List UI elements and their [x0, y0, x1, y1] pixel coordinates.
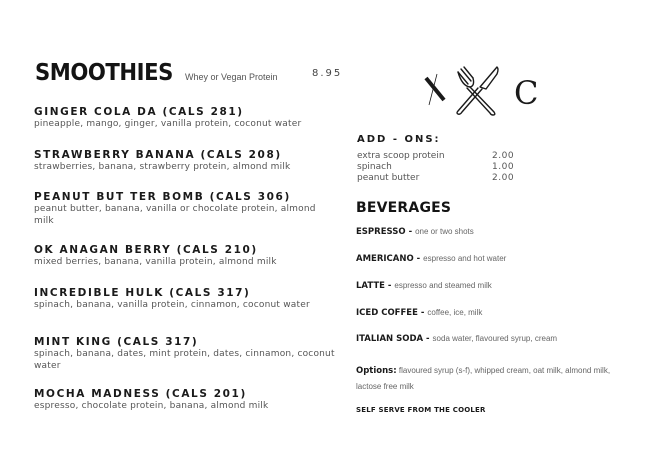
beverage-name: ICED COFFEE [356, 308, 418, 318]
smoothie-item [34, 190, 324, 227]
self-serve-note: SELF SERVE FROM THE COOLER [356, 406, 486, 414]
beverage-separator: - [413, 254, 424, 264]
smoothie-item [34, 243, 354, 269]
smoothie-desc: spinach, banana, vanilla protein, cinnamon, coconut water [34, 300, 310, 310]
beverage-separator: - [405, 227, 416, 237]
addon-price: 2.00 [492, 151, 515, 161]
logo-letter-c: C [514, 74, 539, 112]
beverage-item [356, 226, 626, 238]
smoothie-name: MOCHA MADNESS (CALS 201) [34, 388, 247, 400]
addon-row [357, 162, 522, 173]
beverage-item [356, 253, 626, 265]
smoothie-desc: mixed berries, banana, vanilla protein, almond milk [34, 257, 277, 267]
beverage-desc: espresso and steamed milk [394, 281, 492, 290]
smoothies-title: SMOOTHIES [35, 60, 173, 86]
smoothie-name: MINT KING (CALS 317) [34, 336, 199, 348]
beverage-item [356, 307, 626, 319]
beverage-separator: - [423, 334, 433, 344]
fork-icon [458, 67, 495, 115]
beverage-desc: espresso and hot water [423, 254, 507, 263]
smoothie-name: STRAWBERRY BANANA (CALS 208) [34, 149, 282, 161]
logo [418, 60, 548, 118]
beverage-separator: - [384, 281, 395, 291]
beverage-desc: coffee, ice, milk [427, 308, 483, 317]
addon-row [357, 173, 522, 184]
smoothie-item [34, 105, 354, 131]
options-text: flavoured syrup (s-f), whipped cream, oat milk, almond milk, lactose free milk [356, 366, 611, 391]
beverage-options [356, 363, 616, 395]
smoothie-desc: peanut butter, banana, vanilla or chocolate protein, almond milk [34, 204, 316, 226]
beverage-name: LATTE [356, 281, 385, 291]
smoothie-desc: espresso, chocolate protein, banana, almond milk [34, 401, 269, 411]
options-label: Options: [356, 366, 397, 376]
smoothies-price: 8.95 [312, 68, 343, 79]
addon-row [357, 151, 522, 162]
beverage-name: ITALIAN SODA [356, 334, 424, 344]
beverage-item [356, 280, 626, 292]
smoothie-item [34, 387, 354, 413]
addon-price: 2.00 [492, 173, 515, 183]
smoothie-name: OK ANAGAN BERRY (CALS 210) [34, 244, 258, 256]
smoothie-desc: strawberries, banana, strawberry protein, almond milk [34, 162, 291, 172]
smoothie-item [34, 148, 354, 174]
smoothie-desc: pineapple, mango, ginger, vanilla protein, coconut water [34, 119, 302, 129]
knife-icon [457, 67, 498, 114]
smoothie-name: PEANUT BUT TER BOMB (CALS 306) [34, 191, 291, 203]
logo-letter-x [426, 74, 444, 105]
smoothie-desc: spinach, banana, dates, mint protein, dates, cinnamon, coconut water [34, 349, 335, 371]
beverage-item [356, 333, 626, 345]
addons-title: ADD - ONS: [357, 134, 441, 145]
smoothie-item [34, 335, 344, 372]
beverage-separator: - [417, 308, 428, 318]
smoothie-item [34, 286, 334, 312]
beverage-desc: soda water, flavoured syrup, cream [432, 334, 558, 343]
addon-price: 1.00 [492, 162, 515, 172]
beverages-title: BEVERAGES [356, 200, 452, 216]
smoothies-subtitle: Whey or Vegan Protein [185, 72, 278, 82]
addon-name: peanut butter [357, 173, 420, 183]
fork-knife-crossed-icon [418, 60, 548, 118]
beverage-name: ESPRESSO [356, 227, 406, 237]
beverage-desc: one or two shots [415, 227, 474, 236]
addon-name: extra scoop protein [357, 151, 445, 161]
addon-name: spinach [357, 162, 392, 172]
beverage-name: AMERICANO [356, 254, 414, 264]
smoothie-name: INCREDIBLE HULK (CALS 317) [34, 287, 251, 299]
smoothie-name: GINGER COLA DA (CALS 281) [34, 106, 244, 118]
